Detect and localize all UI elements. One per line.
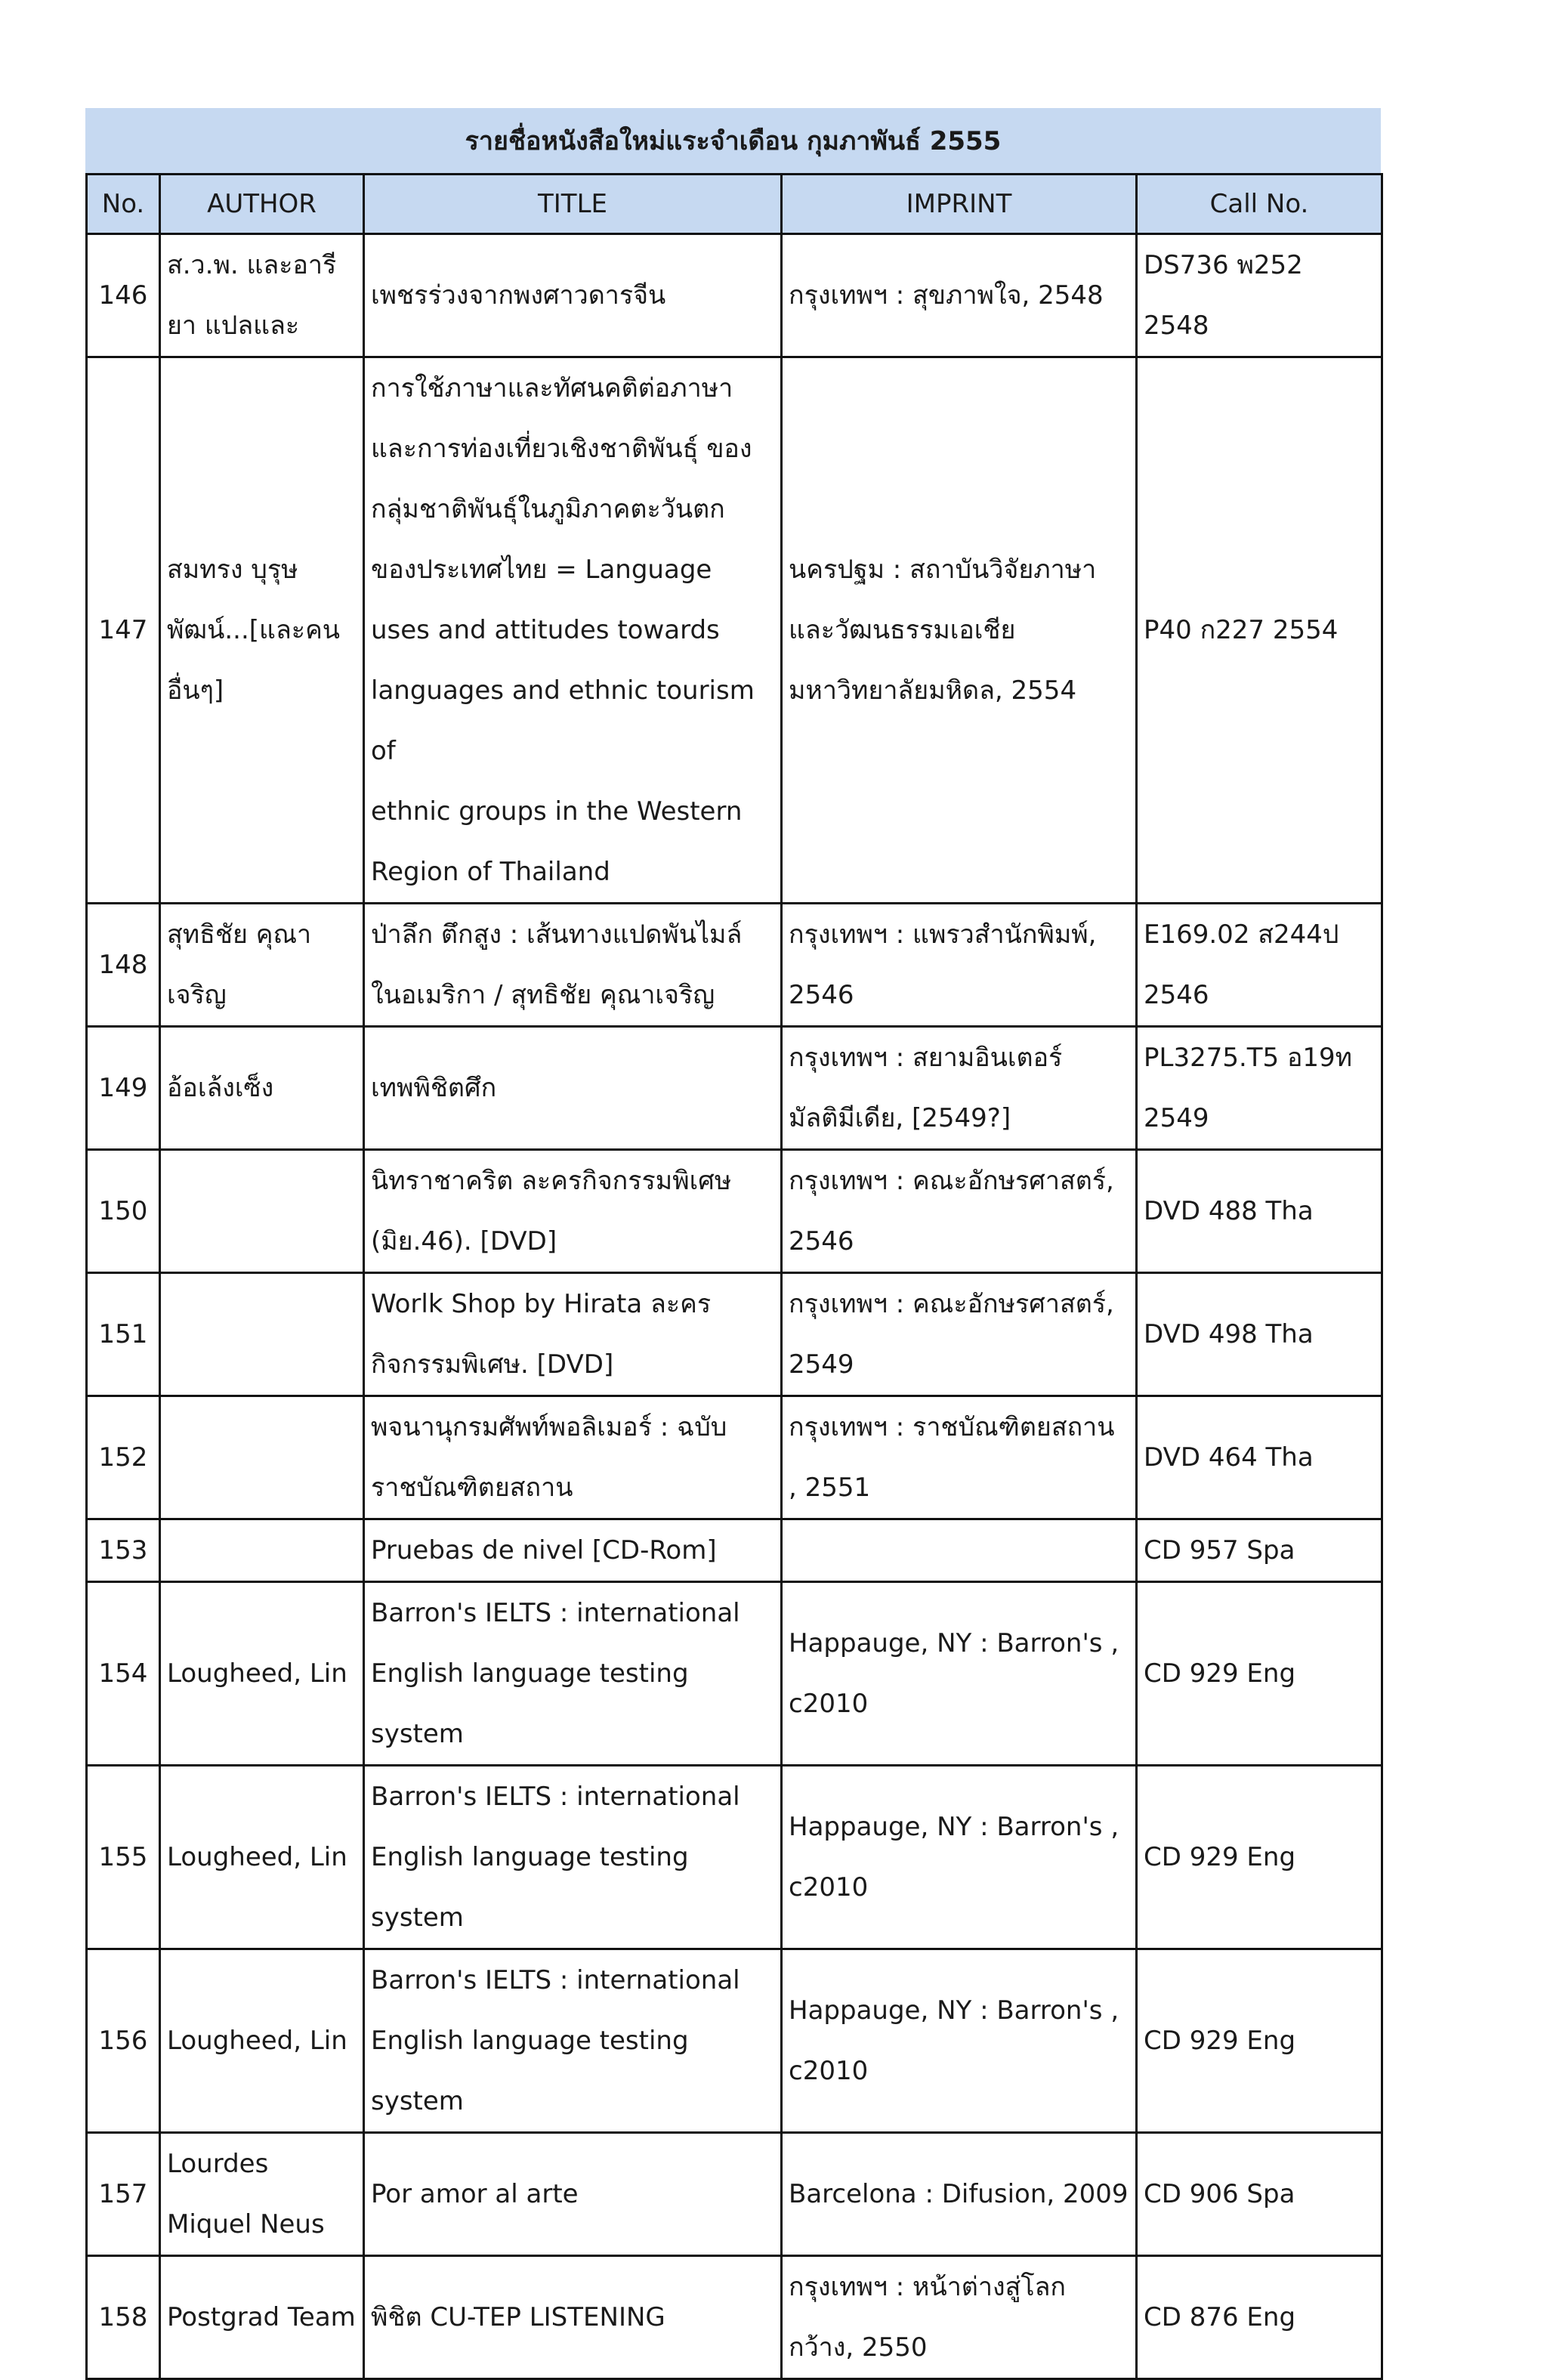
- table-row: [87, 234, 1382, 357]
- cell-no: [87, 2256, 160, 2379]
- cell-imprint: [782, 1949, 1137, 2133]
- cell-call-no: [1137, 357, 1382, 904]
- cell-imprint-text: กรุงเทพฯ : หน้าต่างสู่โลก กว้าง, 2550: [789, 2272, 1067, 2363]
- cell-imprint-text: Happauge, NY : Barron's , c2010: [789, 1995, 1119, 2086]
- cell-title: [364, 357, 782, 904]
- cell-no: [87, 1027, 160, 1150]
- cell-author: [160, 1949, 364, 2133]
- cell-no-text: 152: [98, 1442, 148, 1473]
- cell-title-text: Barron's IELTS : international English language testing system: [371, 1965, 740, 2116]
- cell-no: [87, 2133, 160, 2256]
- cell-no-text: 157: [98, 2179, 148, 2209]
- cell-call-no: [1137, 1582, 1382, 1766]
- cell-imprint-text: นครปฐม : สถาบันวิจัยภาษา และวัฒนธรรมเอเชีย มหาวิทยาลัยมหิดล, 2554: [789, 555, 1097, 706]
- cell-call-no: [1137, 1027, 1382, 1150]
- table-row: [87, 1027, 1382, 1150]
- cell-title: [364, 2133, 782, 2256]
- cell-no: [87, 1150, 160, 1273]
- cell-title-text: Por amor al arte: [371, 2179, 579, 2209]
- cell-title: [364, 234, 782, 357]
- cell-call-no-text: DVD 498 Tha: [1144, 1319, 1314, 1349]
- cell-no: [87, 1273, 160, 1396]
- cell-call-no: [1137, 904, 1382, 1027]
- cell-no: [87, 904, 160, 1027]
- cell-imprint: [782, 1519, 1137, 1582]
- cell-title-text: การใช้ภาษาและทัศนคติต่อภาษา และการท่องเที่ยวเชิงชาติพันธุ์ ของ กลุ่มชาติพันธุ์ในภูมิภาคตะวันตก ของประเทศไทย = Language uses and attitudes towards languages and ethnic tourism of ethnic groups in the Western Region of Thailand: [371, 373, 755, 887]
- cell-call-no-text: P40 ก227 2554: [1144, 615, 1339, 645]
- cell-call-no: [1137, 1396, 1382, 1519]
- cell-imprint: [782, 904, 1137, 1027]
- cell-call-no: [1137, 1273, 1382, 1396]
- cell-call-no-text: PL3275.T5 อ19ท 2549: [1144, 1043, 1353, 1133]
- cell-call-no: [1137, 1949, 1382, 2133]
- cell-author-text: สุทธิชัย คุณา เจริญ: [167, 920, 312, 1010]
- table-row: [87, 1150, 1382, 1273]
- cell-call-no-text: CD 929 Eng: [1144, 1842, 1296, 1872]
- cell-author-text: Postgrad Team: [167, 2302, 356, 2332]
- cell-call-no-text: CD 929 Eng: [1144, 1658, 1296, 1689]
- cell-author-text: ส.ว.พ. และอารี ยา แปลและ: [167, 250, 337, 341]
- cell-call-no-text: CD 906 Spa: [1144, 2179, 1295, 2209]
- cell-imprint: [782, 1273, 1137, 1396]
- table-header: [87, 175, 1382, 234]
- cell-imprint: [782, 1150, 1137, 1273]
- cell-call-no: [1137, 1150, 1382, 1273]
- cell-imprint: [782, 1766, 1137, 1949]
- cell-title-text: Pruebas de nivel [CD-Rom]: [371, 1535, 717, 1566]
- table-row: [87, 1582, 1382, 1766]
- cell-no-text: 150: [98, 1196, 148, 1226]
- cell-imprint-text: Barcelona : Difusion, 2009: [789, 2179, 1129, 2209]
- cell-imprint-text: กรุงเทพฯ : ราชบัณฑิตยสถาน , 2551: [789, 1412, 1115, 1503]
- cell-author: [160, 2133, 364, 2256]
- cell-no: [87, 1949, 160, 2133]
- sheet-title: รายชื่อหนังสือใหม่แระจำเดือน กุมภาพันธ์ 2555: [85, 108, 1381, 173]
- header-row: [87, 175, 1382, 234]
- cell-author-text: สมทรง บุรุษ พัฒน์...[และคน อื่นๆ]: [167, 555, 341, 706]
- book-table: [85, 173, 1383, 2380]
- cell-no-text: 156: [98, 2026, 148, 2056]
- cell-author: [160, 904, 364, 1027]
- cell-imprint: [782, 357, 1137, 904]
- cell-imprint-text: กรุงเทพฯ : แพรวสำนักพิมพ์, 2546: [789, 920, 1097, 1010]
- cell-imprint-text: กรุงเทพฯ : สุขภาพใจ, 2548: [789, 280, 1104, 311]
- cell-imprint: [782, 1582, 1137, 1766]
- cell-call-no: [1137, 2133, 1382, 2256]
- cell-call-no: [1137, 1519, 1382, 1582]
- cell-call-no-text: DVD 464 Tha: [1144, 1442, 1314, 1473]
- cell-call-no: [1137, 2256, 1382, 2379]
- cell-no-text: 148: [98, 950, 148, 980]
- table-row: [87, 1519, 1382, 1582]
- cell-author: [160, 1582, 364, 1766]
- cell-title: [364, 1396, 782, 1519]
- table-row: [87, 1766, 1382, 1949]
- header-imprint: IMPRINT: [782, 175, 1137, 234]
- cell-title-text: พิชิต CU-TEP LISTENING: [371, 2302, 665, 2332]
- cell-call-no-text: DVD 488 Tha: [1144, 1196, 1314, 1226]
- cell-author: [160, 357, 364, 904]
- cell-no: [87, 1396, 160, 1519]
- cell-imprint-text: Happauge, NY : Barron's , c2010: [789, 1628, 1119, 1719]
- cell-no-text: 155: [98, 1842, 148, 1872]
- cell-call-no: [1137, 1766, 1382, 1949]
- cell-no: [87, 1766, 160, 1949]
- cell-title-text: เทพพิชิตศึก: [371, 1073, 497, 1103]
- cell-title-text: Barron's IELTS : international English language testing system: [371, 1782, 740, 1933]
- table-row: [87, 904, 1382, 1027]
- cell-imprint-text: กรุงเทพฯ : คณะอักษรศาสตร์, 2546: [789, 1166, 1114, 1256]
- table-row: [87, 1396, 1382, 1519]
- cell-no-text: 146: [98, 280, 148, 311]
- cell-no: [87, 234, 160, 357]
- cell-no: [87, 1582, 160, 1766]
- cell-title: [364, 1027, 782, 1150]
- cell-title: [364, 1519, 782, 1582]
- cell-title: [364, 1273, 782, 1396]
- header-call-no: Call No.: [1137, 175, 1382, 234]
- cell-author: [160, 1150, 364, 1273]
- cell-imprint-text: Happauge, NY : Barron's , c2010: [789, 1812, 1119, 1902]
- cell-title: [364, 1766, 782, 1949]
- cell-call-no-text: CD 876 Eng: [1144, 2302, 1296, 2332]
- book-list-sheet: [85, 108, 1381, 2380]
- cell-title-text: Barron's IELTS : international English language testing system: [371, 1598, 740, 1749]
- cell-no-text: 151: [98, 1319, 148, 1349]
- cell-title-text: ป่าลึก ตึกสูง : เส้นทางแปดพันไมล์ ในอเมริกา / สุทธิชัย คุณาเจริญ: [371, 920, 743, 1010]
- cell-title-text: เพชรร่วงจากพงศาวดารจีน: [371, 280, 666, 311]
- cell-author: [160, 1027, 364, 1150]
- cell-no: [87, 357, 160, 904]
- table-row: [87, 1273, 1382, 1396]
- cell-title: [364, 1949, 782, 2133]
- cell-no-text: 153: [98, 1535, 148, 1566]
- cell-call-no: [1137, 234, 1382, 357]
- cell-call-no-text: DS736 พ252 2548: [1144, 250, 1303, 341]
- cell-no: [87, 1519, 160, 1582]
- table-body: [87, 234, 1382, 2379]
- table-row: [87, 1949, 1382, 2133]
- table-row: [87, 2133, 1382, 2256]
- cell-imprint: [782, 2256, 1137, 2379]
- table-row: [87, 2256, 1382, 2379]
- cell-no-text: 149: [98, 1073, 148, 1103]
- cell-no-text: 158: [98, 2302, 148, 2332]
- cell-author: [160, 2256, 364, 2379]
- cell-author: [160, 1273, 364, 1396]
- cell-call-no-text: CD 957 Spa: [1144, 1535, 1295, 1566]
- cell-imprint: [782, 1027, 1137, 1150]
- cell-author-text: Lourdes Miquel Neus: [167, 2149, 325, 2239]
- cell-no-text: 147: [98, 615, 148, 645]
- cell-imprint: [782, 234, 1137, 357]
- cell-imprint-text: กรุงเทพฯ : สยามอินเตอร์ มัลติมีเดีย, [2549?]: [789, 1043, 1063, 1133]
- cell-no-text: 154: [98, 1658, 148, 1689]
- cell-title-text: Worlk Shop by Hirata ละคร กิจกรรมพิเศษ. [DVD]: [371, 1289, 712, 1380]
- cell-author: [160, 234, 364, 357]
- cell-author-text: อ้อเล้งเซ็ง: [167, 1073, 274, 1103]
- header-no: No.: [87, 175, 160, 234]
- cell-title: [364, 1582, 782, 1766]
- table-row: [87, 357, 1382, 904]
- cell-author: [160, 1519, 364, 1582]
- cell-call-no-text: CD 929 Eng: [1144, 2026, 1296, 2056]
- cell-author: [160, 1766, 364, 1949]
- cell-imprint: [782, 1396, 1137, 1519]
- cell-title: [364, 1150, 782, 1273]
- header-title: TITLE: [364, 175, 782, 234]
- cell-call-no-text: E169.02 ส244ป 2546: [1144, 920, 1339, 1010]
- header-author: AUTHOR: [160, 175, 364, 234]
- cell-author-text: Lougheed, Lin: [167, 2026, 347, 2056]
- cell-author: [160, 1396, 364, 1519]
- cell-title: [364, 2256, 782, 2379]
- cell-title-text: พจนานุกรมศัพท์พอลิเมอร์ : ฉบับ ราชบัณฑิตยสถาน: [371, 1412, 727, 1503]
- cell-author-text: Lougheed, Lin: [167, 1658, 347, 1689]
- cell-author-text: Lougheed, Lin: [167, 1842, 347, 1872]
- cell-title-text: นิทราชาคริต ละครกิจกรรมพิเศษ (มิย.46). [DVD]: [371, 1166, 732, 1256]
- cell-imprint-text: กรุงเทพฯ : คณะอักษรศาสตร์, 2549: [789, 1289, 1114, 1380]
- cell-imprint: [782, 2133, 1137, 2256]
- cell-title: [364, 904, 782, 1027]
